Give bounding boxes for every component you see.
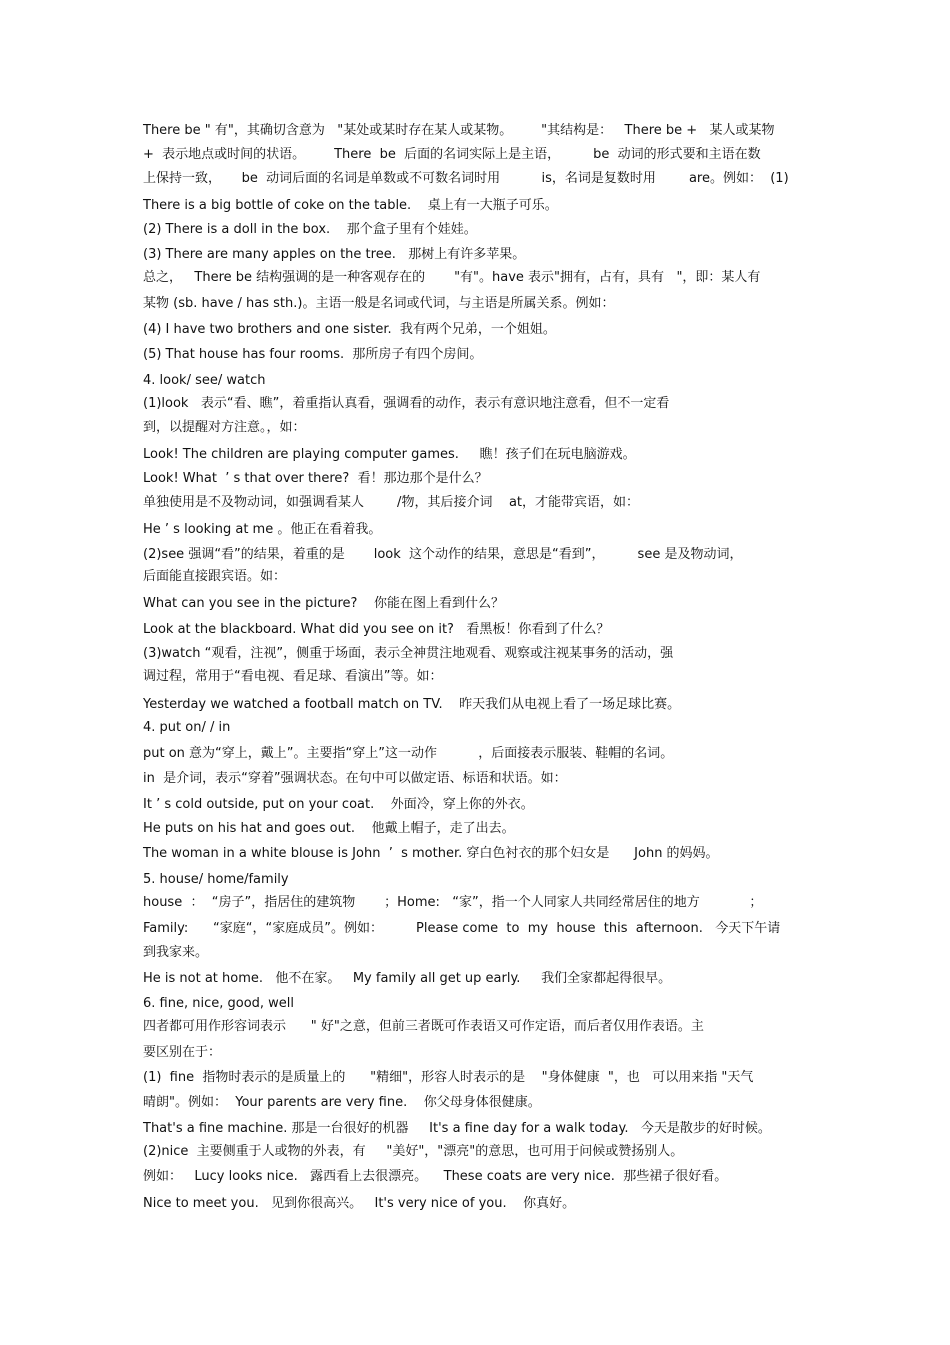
- text-line: That's a fine machine. 那是一台很好的机器 It's a fine day for a walk today. 今天是散步的好时候。: [143, 1121, 771, 1136]
- text-line: 单独使用是不及物动词，如强调看某人 /物，其后接介词 at，才能带宾语，如：: [143, 495, 640, 510]
- text-line: (2) There is a doll in the box. 那个盒子里有个娃娃。: [143, 222, 477, 237]
- text-line: (5) That house has four rooms. 那所房子有四个房间。: [143, 347, 483, 362]
- text-line: It ’ s cold outside, put on your coat. 外面冷，穿上你的外衣。: [143, 797, 534, 812]
- text-line: He puts on his hat and goes out. 他戴上帽子，走了出去。: [143, 821, 515, 836]
- text-line: (1)look 表示“看、瞧”，着重指认真看，强调看的动作，表示有意识地注意看，但不一定看: [143, 396, 670, 411]
- text-line: house ： “房子”，指居住的建筑物 ；Home: “家”，指一个人同家人共同经常居住的地方 ；: [143, 895, 763, 910]
- text-line: in 是介词，表示“穿着”强调状态。在句中可以做定语、标语和状语。如：: [143, 771, 567, 786]
- text-line: 四者都可用作形容词表示 " 好"之意，但前三者既可作表语又可作定语，而后者仅用作表语。主: [143, 1019, 704, 1034]
- text-line: 某物 (sb. have / has sth.)。主语一般是名词或代词，与主语是所属关系。例如：: [143, 296, 615, 311]
- text-line: + 表示地点或时间的状语。 There be 后面的名词实际上是主语， be 动词的形式要和主语在数: [143, 147, 761, 162]
- text-line: He ’ s looking at me 。他正在看着我。: [143, 522, 382, 537]
- text-line: 要区别在于：: [143, 1045, 222, 1060]
- text-line: (2)nice 主要侧重于人或物的外表，有 "美好"，"漂亮"的意思，也可用于问候或赞扬别人。: [143, 1144, 684, 1159]
- text-line: 例如： Lucy looks nice. 露西看上去很漂亮。 These coats are very nice. 那些裙子很好看。: [143, 1169, 728, 1184]
- text-line: (1) fine 指物时表示的是质量上的 "精细"，形容人时表示的是 "身体健康 "，也 可以用来指 "天气: [143, 1070, 754, 1085]
- text-line: Yesterday we watched a football match on TV. 昨天我们从电视上看了一场足球比赛。: [143, 697, 681, 712]
- section-heading: 4. look/ see/ watch: [143, 373, 266, 388]
- text-line: Look! What ’ s that over there? 看！那边那个是什么？: [143, 471, 488, 486]
- section-heading: 5. house/ home/family: [143, 872, 289, 887]
- text-line: There is a big bottle of coke on the table. 桌上有一大瓶子可乐。: [143, 198, 558, 213]
- text-line: 到我家来。: [143, 945, 209, 960]
- text-line: 上保持一致， be 动词后面的名词是单数或不可数名词时用 is，名词是复数时用 are。例如： (1): [143, 171, 789, 186]
- text-line: He is not at home. 他不在家。 My family all get up early. 我们全家都起得很早。: [143, 971, 672, 986]
- section-heading: 6. fine, nice, good, well: [143, 996, 295, 1011]
- text-line: Family: “家庭“，“家庭成员”。例如： Please come to my house this afternoon. 今天下午请: [143, 921, 781, 936]
- text-line: There be " 有"，其确切含意为 "某处或某时存在某人或某物。 "其结构是： There be + 某人或某物: [143, 123, 775, 138]
- text-line: Look! The children are playing computer games. 瞧！孩子们在玩电脑游戏。: [143, 447, 636, 462]
- text-line: 调过程，常用于“看电视、看足球、看演出”等。如：: [143, 669, 443, 684]
- text-line: 后面能直接跟宾语。如：: [143, 569, 287, 584]
- text-line: Nice to meet you. 见到你很高兴。 It's very nice of you. 你真好。: [143, 1196, 576, 1211]
- text-line: What can you see in the picture? 你能在图上看到什么？: [143, 596, 504, 611]
- text-line: The woman in a white blouse is John ’ s mother. 穿白色衬衣的那个妇女是 John 的妈妈。: [143, 846, 719, 861]
- text-line: (3) There are many apples on the tree. 那树上有许多苹果。: [143, 247, 526, 262]
- text-line: Look at the blackboard. What did you see on it? 看黑板！你看到了什么？: [143, 622, 610, 637]
- text-line: 到，以提醒对方注意。，如：: [143, 420, 306, 435]
- section-heading: 4. put on/ / in: [143, 720, 231, 735]
- text-line: (4) I have two brothers and one sister. 我有两个兄弟，一个姐姐。: [143, 322, 556, 337]
- text-line: 晴朗"。例如： Your parents are very fine. 你父母身体很健康。: [143, 1095, 541, 1110]
- text-line: (2)see 强调“看”的结果，着重的是 look 这个动作的结果，意思是“看到”， see 是及物动词，: [143, 547, 743, 562]
- text-line: (3)watch “观看，注视”，侧重于场面，表示全神贯注地观看、观察或注视某事务的活动，强: [143, 646, 674, 661]
- text-line: put on 意为“穿上，戴上”。主要指“穿上”这一动作 ，后面接表示服装、鞋帽的名词。: [143, 746, 674, 761]
- text-line: 总之， There be 结构强调的是一种客观存在的 "有"。have 表示"拥有，占有，具有 "，即：某人有: [143, 270, 761, 285]
